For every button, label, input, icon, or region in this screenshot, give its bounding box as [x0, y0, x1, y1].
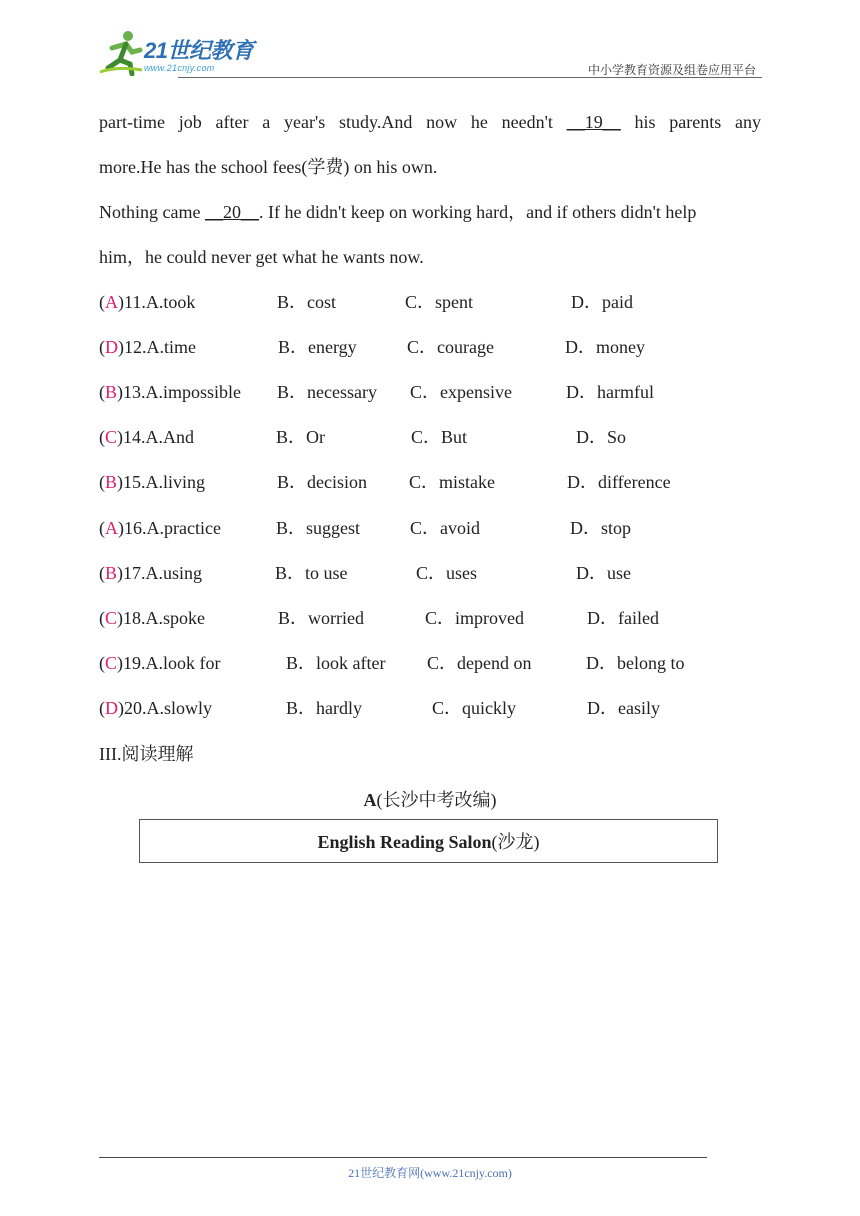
- passage-line-3: [99, 200, 696, 224]
- logo: [98, 28, 268, 78]
- question-number: (A)11.A.took: [99, 292, 196, 312]
- option-c: C．spent: [405, 292, 474, 312]
- answer-letter: B: [105, 562, 118, 583]
- answer-letter: C: [105, 652, 118, 673]
- salon-title-box: [139, 819, 718, 863]
- option-b: B．hardly: [286, 697, 362, 718]
- option-b: B．energy: [278, 337, 357, 358]
- option-a: A.practice: [146, 517, 221, 538]
- question-row: [99, 561, 761, 587]
- option-a: A.slowly: [146, 697, 213, 718]
- option-b: B．suggest: [276, 517, 361, 538]
- question-number: (B)17.A.using: [99, 562, 203, 583]
- passage-text: his parents any: [620, 112, 761, 132]
- question-row: [99, 606, 761, 632]
- question-row: [99, 290, 761, 316]
- sub-title-source: (长沙中考改编): [376, 790, 497, 810]
- option-c: C．avoid: [410, 517, 480, 538]
- question-row: [99, 335, 761, 361]
- option-c: C．expensive: [410, 382, 512, 403]
- answer-letter: C: [105, 607, 118, 628]
- passage-line-2: more.He has the school fees(学费) on his own.: [99, 157, 438, 177]
- logo-url: www.21cnjy.com: [144, 63, 215, 73]
- header-platform-text: 中小学教育资源及组卷应用平台: [587, 63, 756, 77]
- option-d: D．money: [565, 337, 645, 358]
- option-c: C．But: [411, 427, 468, 448]
- option-d: D．easily: [587, 697, 660, 718]
- option-b: B．worried: [278, 607, 364, 628]
- option-c: C．quickly: [432, 697, 516, 718]
- answer-letter: A: [105, 517, 118, 538]
- option-d: D．stop: [570, 517, 632, 538]
- page-header: [98, 28, 762, 80]
- blank-19: __19__: [566, 112, 621, 132]
- option-b: B．necessary: [277, 382, 377, 403]
- passage-line-1: [99, 110, 761, 134]
- answer-letter: D: [105, 337, 118, 358]
- option-a: A.time: [146, 337, 196, 358]
- option-d: D．use: [576, 562, 631, 583]
- option-a: A.And: [145, 427, 195, 448]
- option-a: A.took: [145, 292, 196, 312]
- option-b: B．Or: [276, 427, 325, 448]
- option-c: C．mistake: [409, 472, 495, 493]
- option-b: B．decision: [277, 472, 367, 493]
- question-row: [99, 380, 761, 406]
- option-b: B．look after: [286, 652, 386, 673]
- question-row: [99, 696, 761, 722]
- salon-title: English Reading Salon: [317, 832, 492, 852]
- question-number: (D)20.A.slowly: [99, 697, 213, 718]
- question-number: (C)18.A.spoke: [99, 607, 206, 628]
- header-divider: [178, 77, 762, 78]
- question-number: (D)12.A.time: [99, 337, 196, 358]
- sub-title-letter: A: [363, 790, 377, 810]
- option-a: A.look for: [145, 652, 221, 673]
- answer-letter: B: [105, 382, 118, 403]
- passage-text: part-time job after a year's study.And now he needn't: [99, 112, 567, 132]
- answer-letter: D: [105, 697, 118, 718]
- option-c: C．depend on: [427, 652, 532, 673]
- option-d: D．harmful: [566, 382, 654, 403]
- option-d: D．difference: [567, 472, 671, 493]
- blank-20: __20__: [204, 202, 259, 222]
- question-number: (A)16.A.practice: [99, 517, 221, 538]
- question-number: (C)14.A.And: [99, 427, 195, 448]
- option-c: C．improved: [425, 607, 524, 628]
- option-a: A.using: [145, 562, 203, 583]
- option-b: B．to use: [275, 562, 348, 583]
- question-number: (B)13.A.impossible: [99, 382, 242, 403]
- option-c: C．uses: [416, 562, 478, 583]
- sub-title: [0, 786, 860, 812]
- logo-text: 21世纪教育: [144, 38, 254, 63]
- option-a: A.spoke: [145, 607, 206, 628]
- answer-letter: C: [105, 427, 118, 448]
- answer-letter: B: [105, 472, 118, 493]
- option-d: D．So: [576, 427, 627, 448]
- answer-letter: A: [105, 292, 118, 312]
- question-row: [99, 516, 761, 542]
- section-title: III.阅读理解: [99, 744, 194, 764]
- question-row: [99, 470, 761, 496]
- question-row: [99, 651, 761, 677]
- option-c: C．courage: [407, 337, 494, 358]
- option-a: A.impossible: [145, 382, 242, 403]
- runner-logo-icon: [98, 28, 144, 76]
- question-number: (B)15.A.living: [99, 472, 206, 493]
- option-a: A.living: [145, 472, 206, 493]
- passage-text: Nothing came: [99, 202, 205, 222]
- question-number: (C)19.A.look for: [99, 652, 221, 673]
- option-d: D．belong to: [586, 652, 685, 673]
- option-b: B．cost: [277, 292, 337, 312]
- passage-text: . If he didn't keep on working hard，and if others didn't help: [258, 202, 697, 222]
- option-d: D．failed: [587, 607, 659, 628]
- question-row: [99, 425, 761, 451]
- footer-text: 21世纪教育网(www.21cnjy.com): [348, 1166, 512, 1180]
- passage-line-4: him，he could never get what he wants now.: [99, 247, 424, 267]
- option-d: D．paid: [571, 292, 633, 312]
- salon-title-cn: (沙龙): [491, 832, 540, 852]
- footer-divider: [99, 1157, 707, 1158]
